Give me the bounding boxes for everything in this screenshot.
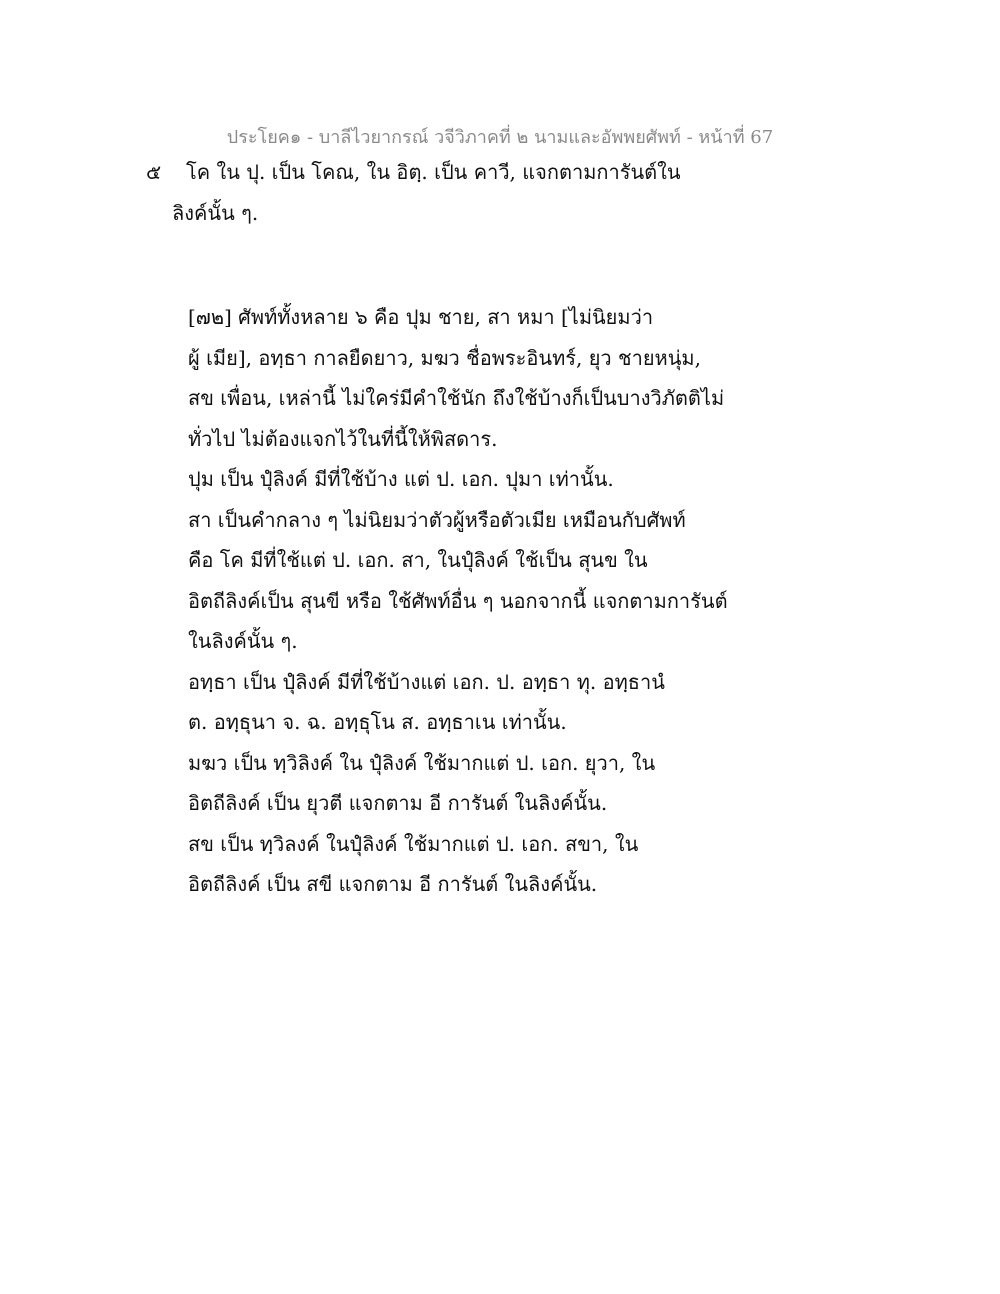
footnote-line: ลิงค์นั้น ๆ. — [172, 200, 259, 225]
text-line: อิตถีลิงค์เป็น สุนขี หรือ ใช้ศัพท์อื่น ๆ นอกจากนี้ แจกตามการันต์ — [188, 588, 728, 613]
text-line: ต. อทฺธุนา จ. ฉ. อทฺธุโน ส. อทฺธาเน เท่านั้น. — [188, 710, 567, 734]
text-line: สข เพื่อน, เหล่านี้ ไม่ใคร่มีคำใช้นัก ถึงใช้บ้างก็เป็นบางวิภัตติไม่ — [188, 386, 725, 410]
paragraph-addha — [146, 662, 706, 743]
paragraph-sa — [146, 500, 728, 662]
text-line: ผู้ เมีย], อทฺธา กาลยืดยาว, มฆว ชื่อพระอินทร์, ยุว ชายหนุ่ม, — [188, 345, 701, 370]
running-header: ประโยค๑ - บาลีไวยากรณ์ วจีวิภาคที่ ๒ นามและอัพพยศัพท์ - หน้าที่ 67 — [226, 127, 774, 148]
text-line: อทฺธา เป็น ปุํลิงค์ มีที่ใช้บ้างแต่ เอก. ป. อทฺธา ทุ. อทฺธานํ — [188, 669, 665, 694]
text-line: ปุม เป็น ปุํลิงค์ มีที่ใช้บ้าง แต่ ป. เอก. ปุมา เท่านั้น. — [188, 467, 614, 491]
paragraph-72-intro — [146, 297, 725, 459]
text-line: คือ โค มีที่ใช้แต่ ป. เอก. สา, ในปุํลิงค์ ใช้เป็น สุนข ใน — [188, 548, 648, 572]
paragraph-pum — [146, 459, 706, 500]
text-line: สข เป็น ทฺวิลงค์ ในปุํลิงค์ ใช้มากแต่ ป. เอก. สขา, ใน — [188, 831, 639, 856]
text-line: ทั่วไป ไม่ต้องแจกไว้ในที่นี้ให้พิสดาร. — [188, 426, 498, 451]
text-line: มฆว เป็น ทฺวิลิงค์ ใน ปุํลิงค์ ใช้มากแต่ ป. เอก. ยุวา, ใน — [188, 750, 656, 775]
text-line: [๗๒] ศัพท์ทั้งหลาย ๖ คือ ปุม ชาย, สา หมา [ไม่นิยมว่า — [188, 305, 654, 329]
body-text — [146, 152, 728, 905]
text-line: อิตถีลิงค์ เป็น ยุวตี แจกตาม อี การันต์ ในลิงค์นั้น. — [188, 791, 608, 815]
footnote-line: โค ใน ปุ. เป็น โคณ, ใน อิตฺ. เป็น คาวี, แจกตามการันต์ใน — [186, 160, 681, 184]
paragraph-maghava — [146, 743, 706, 824]
text-line: ในลิงค์นั้น ๆ. — [188, 629, 298, 653]
paragraph-sakha — [146, 824, 706, 905]
text-line: สา เป็นคำกลาง ๆ ไม่นิยมว่าตัวผู้หรือตัวเมีย เหมือนกับศัพท์ — [188, 507, 686, 532]
footnote — [146, 152, 706, 233]
footnote-number: ๕ — [146, 160, 162, 184]
text-line: อิตถีลิงค์ เป็น สขี แจกตาม อี การันต์ ในลิงค์นั้น. — [188, 872, 598, 896]
